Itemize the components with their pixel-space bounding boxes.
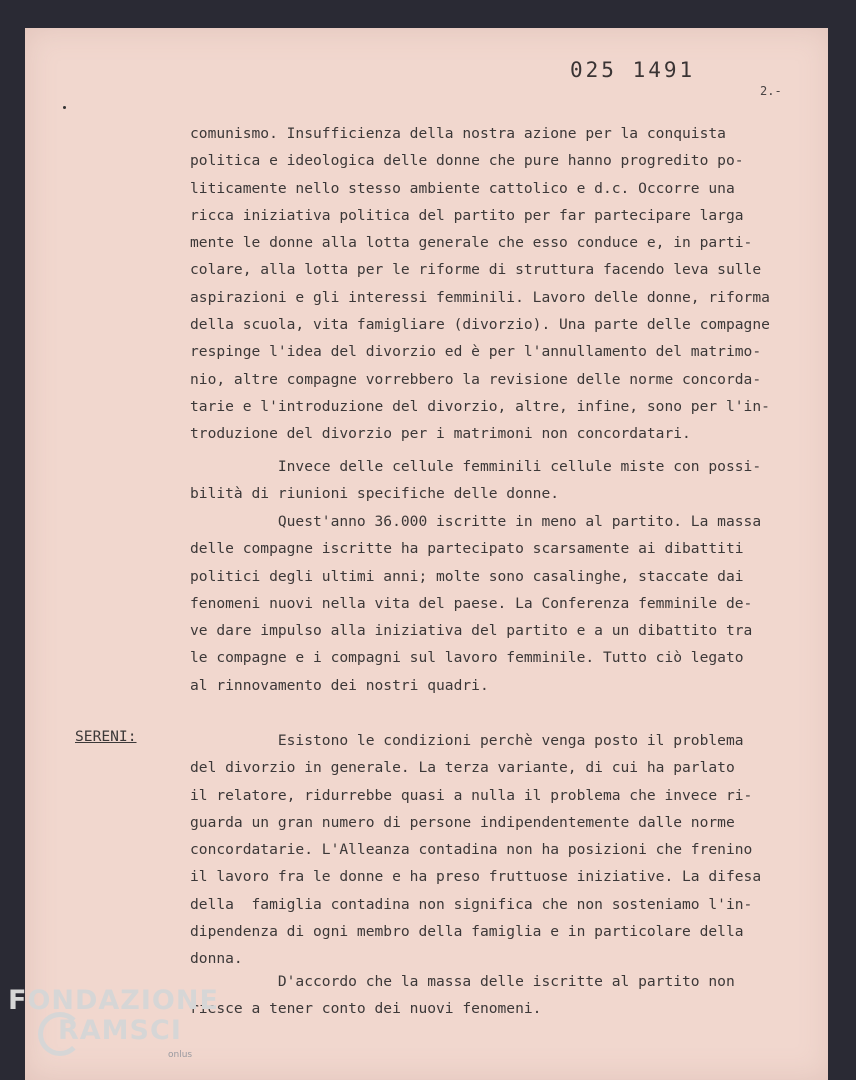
text-line: della scuola, vita famigliare (divorzio). Una parte delle compagne [190,316,770,334]
text-line: mente le donne alla lotta generale che esso conduce e, in parti- [190,234,753,252]
watermark-g-icon [38,1012,82,1056]
paragraph-1 [190,120,830,448]
text-line: ve dare impulso alla iniziativa del partito e a un dibattito tra [190,622,753,640]
text-line: della famiglia contadina non significa che non sosteniamo l'in- [190,895,753,913]
text-line: politica e ideologica delle donne che pure hanno progredito po- [190,152,744,170]
text-line: ricca iniziativa politica del partito per far partecipare larga [190,206,744,224]
page-number: 2.- [760,84,782,98]
text-line: Invece delle cellule femminili cellule miste con possi- [190,458,762,475]
text-line: delle compagne iscritte ha partecipato scarsamente ai dibattiti [190,540,744,558]
text-line: concordatarie. L'Alleanza contadina non ha posizioni che frenino [190,841,753,859]
watermark-line2: RAMSCI [58,1015,182,1046]
text-line: del divorzio in generale. La terza variante, di cui ha parlato [190,759,735,777]
text-line: colare, alla lotta per le riforme di struttura facendo leva sulle [190,261,762,279]
text-line: aspirazioni e gli interessi femminili. Lavoro delle donne, riforma [190,288,770,306]
text-line: il relatore, ridurrebbe quasi a nulla il problema che invece ri- [190,786,753,804]
text-line: Esistono le condizioni perchè venga posto il problema [190,732,744,749]
paragraph-2 [190,453,830,508]
text-line: respinge l'idea del divorzio ed è per l'annullamento del matrimo- [190,343,762,361]
scan-background-edge [828,0,856,1080]
text-line: nio, altre compagne vorrebbero la revisione delle norme concorda- [190,370,762,388]
text-line: al rinnovamento dei nostri quadri. [190,676,489,694]
text-line: troduzione del divorzio per i matrimoni non concordatari. [190,425,691,443]
text-line: comunismo. Insufficienza della nostra azione per la conquista [190,125,726,142]
text-line: dipendenza di ogni membro della famiglia e in particolare della [190,923,744,941]
paragraph-4 [190,727,830,973]
foundation-watermark-logo [8,985,219,1060]
text-line: tarie e l'introduzione del divorzio, altre, infine, sono per l'in- [190,397,770,415]
text-line: D'accordo che la massa delle iscritte al partito non [190,973,735,990]
ink-dot [63,106,66,109]
text-line: guarda un gran numero di persone indipendentemente dalle norme [190,813,735,831]
paragraph-5 [190,968,830,1023]
text-line: il lavoro fra le donne e ha preso fruttuose iniziative. La difesa [190,868,762,886]
watermark-line1: FONDAZIONE [8,985,219,1016]
text-line: donna. [190,950,243,968]
speaker-label: SERENI: [75,728,137,745]
text-line: le compagne e i compagni sul lavoro femminile. Tutto ciò legato [190,649,744,667]
text-line: Quest'anno 36.000 iscritte in meno al partito. La massa [190,513,762,530]
text-line: fenomeni nuovi nella vita del paese. La Conferenza femminile de- [190,594,753,612]
watermark-sub: onlus [168,1050,193,1060]
text-line: liticamente nello stesso ambiente cattolico e d.c. Occorre una [190,179,735,197]
text-line: bilità di riunioni specifiche delle donne. [190,485,560,503]
paragraph-3 [190,508,830,699]
document-number: 025 1491 [570,58,696,82]
text-line: riesce a tener conto dei nuovi fenomeni. [190,1000,542,1018]
text-line: politici degli ultimi anni; molte sono casalinghe, staccate dai [190,567,744,585]
